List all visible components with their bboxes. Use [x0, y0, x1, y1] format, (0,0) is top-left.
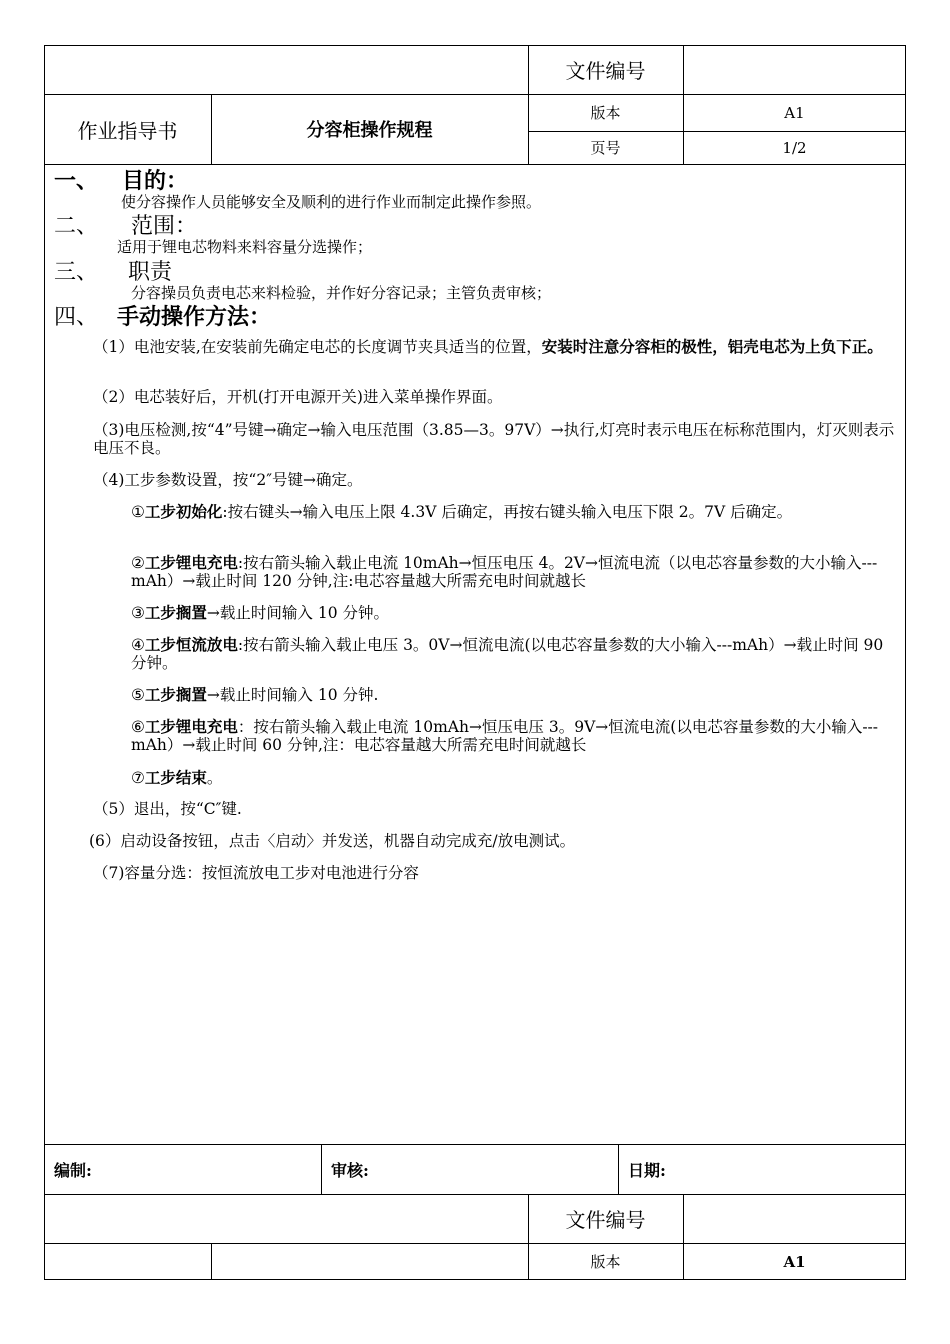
- doc-number-value: [683, 45, 906, 94]
- section-title: 目的：: [122, 168, 189, 194]
- section-number: 三、: [54, 260, 99, 285]
- version-label: 版本: [590, 104, 621, 122]
- compiled-by-label: 编制:: [54, 1160, 92, 1180]
- page-value: 1/2: [782, 138, 807, 157]
- section-title: 手动操作方法：: [117, 304, 272, 330]
- doc-number-label: 文件编号: [565, 59, 646, 83]
- sub-step-3: ③工步搁置→载止时间输入 10 分钟。: [131, 603, 389, 622]
- section-number: 二、: [54, 214, 99, 239]
- section-title: 范围：: [131, 214, 198, 239]
- sub-step-5: ⑤工步搁置→载止时间输入 10 分钟.: [131, 685, 379, 704]
- rule: [211, 1243, 212, 1280]
- rule: [321, 1144, 322, 1194]
- rule: [44, 1144, 906, 1145]
- footer-version-value: A1: [783, 1252, 806, 1271]
- section-title: 职责: [128, 260, 173, 285]
- doc-type: 作业指导书: [77, 118, 178, 143]
- step-3: （3)电压检测,按“4”号键→确定→输入电压范围（3.85—3。97V）→执行,灯亮时表示电压在标称范围内，灯灭则表示电压不良。: [93, 421, 895, 457]
- sub-step-7: ⑦工步结束。: [131, 768, 223, 787]
- sub-step-4: ④工步恒流放电:按右箭头输入载止电压 3。0V→恒流电流(以电芯容量参数的大小输入---mAh）→载止时间 90 分钟。: [131, 635, 884, 672]
- step-4: （4)工步参数设置，按“2″号键→确定。: [93, 471, 363, 489]
- date-label: 日期:: [628, 1160, 666, 1180]
- step-1: （1）电池安装,在安装前先确定电芯的长度调节夹具适当的位置，安装时注意分容柜的极性，铝壳电芯为上负下正。: [93, 337, 883, 356]
- document-title: 分容柜操作规程: [306, 120, 433, 141]
- section-number: 四、: [54, 305, 99, 330]
- page-label: 页号: [590, 139, 621, 157]
- step-5: （5）退出，按“C″键.: [93, 800, 242, 818]
- rule: [44, 1194, 906, 1195]
- section-body: 适用于锂电芯物料来料容量分选操作；: [117, 238, 373, 256]
- sub-step-2: ②工步锂电充电:按右箭头输入载止电流 10mAh→恒压电压 4。2V→恒流电流（以电芯容量参数的大小输入---mAh）→载止时间 120 分钟,注:电芯容量越大所需充电时间就越长: [131, 553, 878, 590]
- sub-step-6: ⑥工步锂电充电：按右箭头输入载止电流 10mAh→恒压电压 3。9V→恒流电流(以电芯容量参数的大小输入---mAh）→载止时间 60 分钟,注：电芯容量越大所需充电时间就越长: [131, 717, 879, 754]
- step-7: （7)容量分选：按恒流放电工步对电池进行分容: [93, 864, 419, 882]
- footer-version-label: 版本: [590, 1253, 621, 1271]
- section-number: 一、: [54, 168, 99, 194]
- step-6: (6）启动设备按钮，点击〈启动〉并发送，机器自动完成充/放电测试。: [89, 832, 576, 850]
- section-body: 使分容操作人员能够安全及顺利的进行作业而制定此操作参照。: [121, 193, 542, 211]
- footer-doc-number-label: 文件编号: [565, 1208, 646, 1232]
- version-value: A1: [784, 103, 805, 122]
- rule: [618, 1144, 619, 1194]
- sub-step-1: ①工步初始化:按右键头→输入电压上限 4.3V 后确定，再按右键头输入电压下限 2。7V 后确定。: [131, 502, 793, 521]
- step-2: （2）电芯装好后，开机(打开电源开关)进入菜单操作界面。: [93, 388, 503, 406]
- reviewed-by-label: 审核:: [331, 1160, 369, 1180]
- section-body: 分容操员负责电芯来料检验，并作好分容记录；主管负责审核；: [131, 284, 552, 302]
